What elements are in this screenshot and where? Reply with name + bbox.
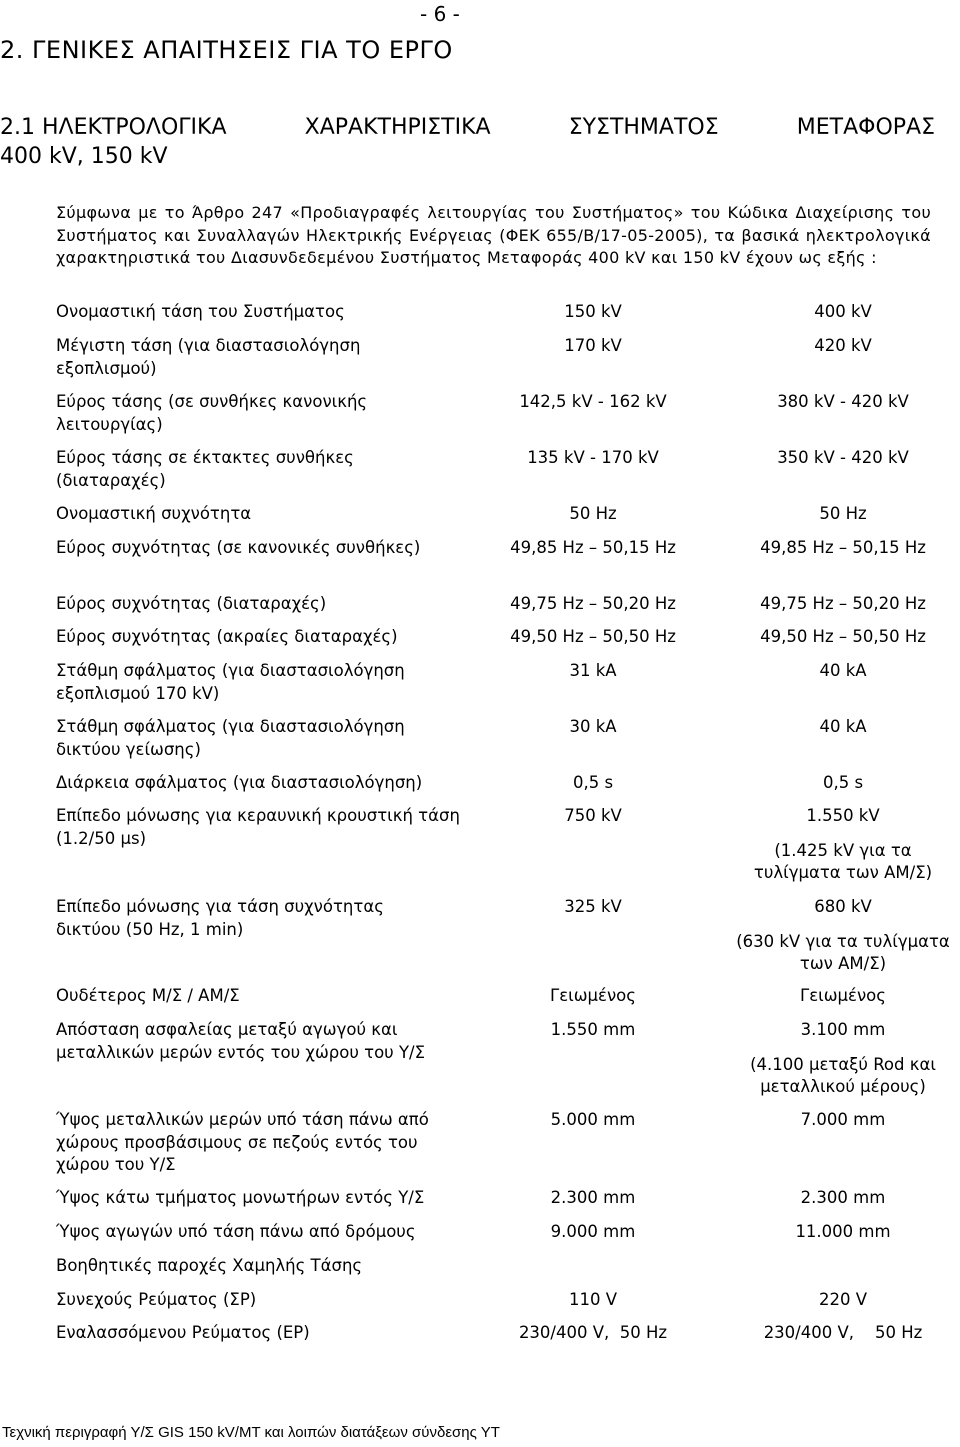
spec-value-150kv: Γειωμένος (550, 986, 636, 1005)
spec-value-150kv: 325 kV (564, 897, 622, 916)
spec-value-150kv: 150 kV (564, 302, 622, 321)
spec-value-150kv: 2.300 mm (550, 1188, 636, 1207)
spec-label: Εναλασσόμενου Ρεύματος (ΕΡ) (56, 1323, 310, 1342)
subsection-title-word: ΣΥΣΤΗΜΑΤΟΣ (568, 115, 719, 140)
spec-value-400kv: 50 Hz (819, 504, 867, 523)
spec-value-400kv: 7.000 mm (800, 1110, 886, 1129)
spec-value-150kv: 49,75 Hz – 50,20 Hz (510, 594, 676, 613)
intro-paragraph: Σύμφωνα με το Άρθρο 247 «Προδιαγραφές λειτουργίας του Συστήματος» του Κώδικα Διαχείρισης του Συστήματος και Συναλλαγών Ηλεκτρικής Ενέργειας (ΦΕΚ 655/Β/17-05-2005), τα βασικά ηλεκτρολογικά χαρακτηριστικά του Διασυνδεδεμένου Συστήματος Μεταφοράς 400 kV και 150 kV έχουν ως εξής : (56, 203, 931, 267)
spec-value-note: (4.100 μεταξύ Rod και μεταλλικού μέρους) (750, 1054, 936, 1096)
spec-value-400kv-cell (718, 896, 960, 976)
spec-value-150kv: 142,5 kV - 162 kV (519, 392, 667, 411)
spec-value-400kv: Γειωμένος (800, 986, 886, 1005)
spec-value-400kv: 49,85 Hz – 50,15 Hz (760, 538, 926, 557)
spec-value-150kv: 30 kA (569, 717, 617, 736)
subsection-title-line2: 400 kV, 150 kV (0, 144, 168, 169)
spec-value-400kv: 49,50 Hz – 50,50 Hz (760, 627, 926, 646)
spec-value-400kv: 230/400 V, 50 Hz (763, 1323, 923, 1342)
spec-label: Ονομαστική συχνότητα (56, 504, 252, 523)
spec-value-150kv: 0,5 s (572, 773, 614, 792)
spec-value-150kv: 5.000 mm (550, 1110, 636, 1129)
spec-label: Επίπεδο μόνωσης για κεραυνική κρουστική τάση (1.2/50 μs) (56, 806, 460, 848)
spec-value-400kv: 2.300 mm (800, 1188, 886, 1207)
spec-value-400kv: 380 kV - 420 kV (777, 392, 909, 411)
page-footer: Τεχνική περιγραφή Υ/Σ GIS 150 kV/MT και λοιπών διατάξεων σύνδεσης ΥΤ (2, 1424, 500, 1441)
spec-value-150kv: 750 kV (564, 806, 622, 825)
spec-label: Εύρος τάσης σε έκτακτες συνθήκες (διαταραχές) (56, 448, 354, 490)
spec-label: Εύρος τάσης (σε συνθήκες κανονικής λειτουργίας) (56, 392, 368, 434)
spec-label: Εύρος συχνότητας (ακραίες διαταραχές) (56, 627, 398, 646)
spec-label: Απόσταση ασφαλείας μεταξύ αγωγού και μεταλλικών μερών εντός του χώρου του Υ/Σ (56, 1020, 426, 1062)
spec-label: Μέγιστη τάση (για διαστασιολόγηση εξοπλισμού) (56, 336, 361, 378)
spec-value-note: (630 kV για τα τυλίγματα των ΑΜ/Σ) (736, 931, 950, 973)
spec-value-150kv: 230/400 V, 50 Hz (518, 1323, 668, 1342)
spec-value-400kv-cell (718, 1019, 960, 1099)
spec-value-note: (1.425 kV για τα τυλίγματα των ΑΜ/Σ) (753, 840, 933, 882)
spec-label: Στάθμη σφάλματος (για διαστασιολόγηση δικτύου γείωσης) (56, 717, 405, 759)
spec-value-150kv: 49,85 Hz – 50,15 Hz (510, 538, 676, 557)
spec-value-400kv: 49,75 Hz – 50,20 Hz (760, 594, 926, 613)
subsection-title-word: 2.1 ΗΛΕΚΤΡΟΛΟΓΙΚΑ (0, 115, 227, 140)
spec-value-400kv: 220 V (818, 1290, 868, 1309)
spec-value-400kv: 0,5 s (822, 773, 864, 792)
spec-value-150kv: 9.000 mm (550, 1222, 636, 1241)
spec-label: Ουδέτερος Μ/Σ / ΑΜ/Σ (56, 986, 240, 1005)
subsection-title-word: ΧΑΡΑΚΤΗΡΙΣΤΙΚΑ (304, 115, 491, 140)
spec-value-400kv: 680 kV (814, 897, 872, 916)
spec-label: Στάθμη σφάλματος (για διαστασιολόγηση εξοπλισμού 170 kV) (56, 661, 405, 703)
spec-value-150kv: 170 kV (564, 336, 622, 355)
spec-value-150kv: 31 kA (569, 661, 617, 680)
page-number: - 6 - (420, 2, 460, 26)
spec-value-400kv: 11.000 mm (795, 1222, 891, 1241)
spec-label: Εύρος συχνότητας (διαταραχές) (56, 594, 327, 613)
subsection-title (0, 115, 935, 169)
spec-value-400kv: 1.550 kV (806, 806, 880, 825)
spec-label: Βοηθητικές παροχές Χαμηλής Τάσης (56, 1256, 363, 1275)
spec-label: Συνεχούς Ρεύματος (ΣΡ) (56, 1290, 257, 1309)
spec-value-400kv: 3.100 mm (800, 1020, 886, 1039)
spec-value-400kv: 40 kA (819, 661, 867, 680)
spec-label: Εύρος συχνότητας (σε κανονικές συνθήκες) (56, 538, 421, 557)
spec-label: Ύψος μεταλλικών μερών υπό τάση πάνω από χώρους προσβάσιμους σε πεζούς εντός του χώρου του Υ/Σ (56, 1110, 429, 1174)
spec-value-400kv: 420 kV (814, 336, 872, 355)
spec-value-400kv: 40 kA (819, 717, 867, 736)
spec-value-150kv: 49,50 Hz – 50,50 Hz (510, 627, 676, 646)
spec-label: Επίπεδο μόνωσης για τάση συχνότητας δικτύου (50 Hz, 1 min) (56, 897, 384, 939)
spec-value-150kv: 135 kV - 170 kV (527, 448, 659, 467)
spec-value-150kv: 1.550 mm (550, 1020, 636, 1039)
spec-label: Ονομαστική τάση του Συστήματος (56, 302, 345, 321)
section-title: 2. ΓΕΝΙΚΕΣ ΑΠΑΙΤΗΣΕΙΣ ΓΙΑ ΤΟ ΕΡΓΟ (0, 36, 453, 64)
spec-label: Διάρκεια σφάλματος (για διαστασιολόγηση) (56, 773, 423, 792)
spec-label: Ύψος κάτω τμήματος μονωτήρων εντός Υ/Σ (56, 1188, 425, 1207)
spec-value-150kv: 110 V (568, 1290, 618, 1309)
spec-value-400kv-cell (718, 805, 960, 885)
spec-value-400kv: 350 kV - 420 kV (777, 448, 909, 467)
subsection-title-word: ΜΕΤΑΦΟΡΑΣ (796, 115, 935, 140)
spec-label: Ύψος αγωγών υπό τάση πάνω από δρόμους (56, 1222, 416, 1241)
spec-value-150kv: 50 Hz (569, 504, 617, 523)
spec-value-400kv: 400 kV (814, 302, 872, 321)
